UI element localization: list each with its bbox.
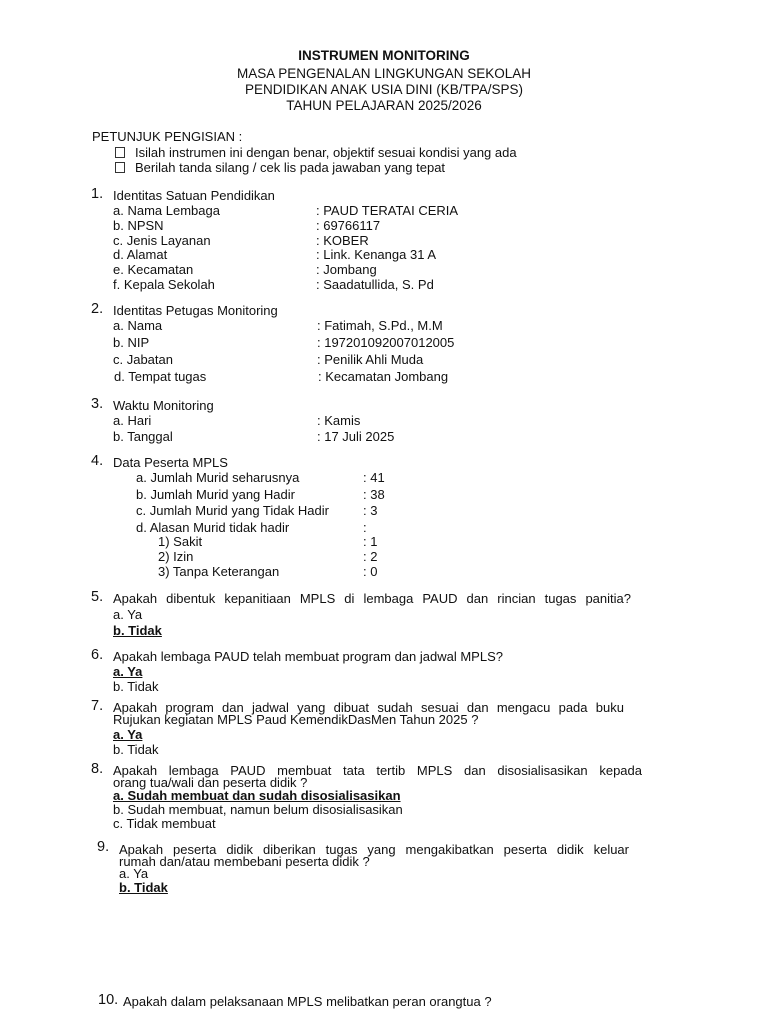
field-label: 3) Tanpa Keterangan [158, 564, 280, 579]
field-value: : Kamis [317, 413, 361, 428]
answer-option: b. Tidak [113, 679, 159, 694]
section-number: 2. [91, 301, 104, 317]
document-subtitle-3: TAHUN PELAJARAN 2025/2026 [286, 98, 482, 113]
field-label: b. Tanggal [113, 429, 173, 444]
question-text: Apakah program dan jadwal yang dibuat sudah sesuai dan mengacu pada buku [113, 700, 624, 715]
field-value: : 41 [363, 470, 385, 485]
section-heading: Identitas Petugas Monitoring [113, 303, 278, 318]
question-text: Apakah dibentuk kepanitiaan MPLS di lembaga PAUD dan rincian tugas panitia? [113, 591, 631, 606]
answer-option: b. Sudah membuat, namun belum disosialisasikan [113, 802, 403, 817]
field-label: c. Jabatan [113, 352, 173, 367]
field-label: c. Jumlah Murid yang Tidak Hadir [136, 503, 329, 518]
field-value: : 0 [363, 564, 378, 579]
question-text: orang tua/wali dan peserta didik ? [113, 775, 308, 790]
section-number: 1. [91, 186, 104, 202]
field-value: : Kecamatan Jombang [318, 369, 449, 384]
field-label: a. Nama Lembaga [113, 203, 220, 218]
field-value: : 197201092007012005 [317, 335, 455, 350]
field-label: 1) Sakit [158, 534, 203, 549]
question-text: Apakah dalam pelaksanaan MPLS melibatkan peran orangtua ? [123, 994, 492, 1009]
section-number: 3. [91, 396, 104, 412]
field-label: a. Jumlah Murid seharusnya [136, 470, 300, 485]
field-value: : Penilik Ahli Muda [317, 352, 424, 367]
question-number: 8. [91, 761, 104, 777]
field-label: d. Tempat tugas [114, 369, 207, 384]
field-value: : 1 [363, 534, 378, 549]
document-title: INSTRUMEN MONITORING [298, 48, 470, 63]
field-label: b. Jumlah Murid yang Hadir [136, 487, 295, 502]
checkbox-icon [115, 162, 125, 173]
field-value: : [363, 520, 367, 535]
section-number: 4. [91, 453, 104, 469]
answer-option-selected: a. Sudah membuat dan sudah disosialisasikan [113, 788, 401, 803]
question-text: rumah dan/atau membebani peserta didik ? [119, 854, 370, 869]
field-value: : 69766117 [316, 218, 381, 233]
question-text: Rujukan kegiatan MPLS Paud KemendikDasMen Tahun 2025 ? [113, 712, 479, 727]
instruction-item: Berilah tanda silang / cek lis pada jawaban yang tepat [115, 160, 445, 175]
answer-option-selected: b. Tidak [113, 623, 162, 638]
field-value: : KOBER [316, 233, 369, 248]
field-label: b. NIP [113, 335, 150, 350]
field-value: : 2 [363, 549, 378, 564]
field-label: d. Alasan Murid tidak hadir [136, 520, 290, 535]
field-label: e. Kecamatan [113, 262, 194, 277]
field-value: : Jombang [316, 262, 377, 277]
instruction-item: Isilah instrumen ini dengan benar, objektif sesuai kondisi yang ada [115, 145, 517, 160]
field-value: : PAUD TERATAI CERIA [316, 203, 459, 218]
question-number: 10. [98, 992, 119, 1008]
question-number: 6. [91, 647, 104, 663]
checkbox-icon [115, 147, 125, 158]
field-label: a. Hari [113, 413, 152, 428]
field-label: 2) Izin [158, 549, 194, 564]
field-value: : Link. Kenanga 31 A [316, 247, 436, 262]
answer-option-selected: b. Tidak [119, 880, 168, 895]
field-value: : Fatimah, S.Pd., M.M [317, 318, 443, 333]
question-number: 7. [91, 698, 104, 714]
answer-option-selected: a. Ya [113, 664, 143, 679]
question-text: Apakah lembaga PAUD membuat tata tertib MPLS dan disosialisasikan kepada [113, 763, 642, 778]
answer-option: c. Tidak membuat [113, 816, 216, 831]
field-value: : 38 [363, 487, 385, 502]
instructions-heading: PETUNJUK PENGISIAN : [92, 129, 243, 144]
field-label: d. Alamat [113, 247, 168, 262]
section-heading: Identitas Satuan Pendidikan [113, 188, 275, 203]
field-value: : Saadatullida, S. Pd [316, 277, 434, 292]
answer-option-selected: a. Ya [113, 727, 143, 742]
answer-option: a. Ya [113, 607, 143, 622]
field-label: c. Jenis Layanan [113, 233, 211, 248]
field-label: f. Kepala Sekolah [113, 277, 215, 292]
field-label: b. NPSN [113, 218, 164, 233]
field-label: a. Nama [113, 318, 163, 333]
question-number: 5. [91, 589, 104, 605]
answer-option: b. Tidak [113, 742, 159, 757]
section-heading: Data Peserta MPLS [113, 455, 228, 470]
answer-option: a. Ya [119, 866, 149, 881]
field-value: : 17 Juli 2025 [317, 429, 395, 444]
question-number: 9. [97, 839, 110, 855]
section-heading: Waktu Monitoring [113, 398, 214, 413]
question-text: Apakah lembaga PAUD telah membuat program dan jadwal MPLS? [113, 649, 503, 664]
document-subtitle-2: PENDIDIKAN ANAK USIA DINI (KB/TPA/SPS) [244, 82, 524, 97]
question-text: Apakah peserta didik diberikan tugas yang mengakibatkan peserta didik keluar [119, 842, 629, 857]
document-subtitle-1: MASA PENGENALAN LINGKUNGAN SEKOLAH [236, 66, 532, 81]
field-value: : 3 [363, 503, 378, 518]
